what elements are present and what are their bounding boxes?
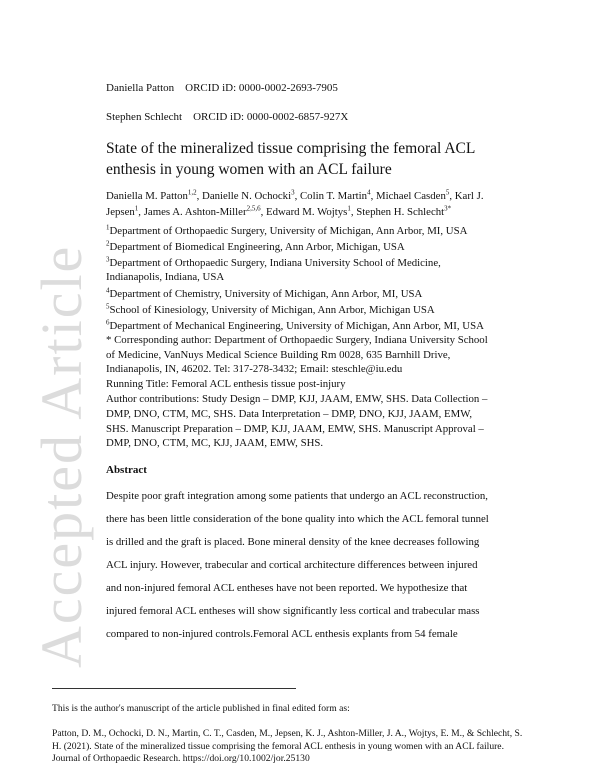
author-name: Karl J. [454,190,484,202]
orcid-line-schlecht [106,111,348,123]
orcid-id[interactable]: ORCID iD: 0000-0002-6857-927X [193,111,349,123]
authors-line-1: Daniella M. Patton$^{1,2}$, Danielle N. Ochocki$^3$, Colin T. Martin$^4$, Michael Casden$^5$, Karl J. [106,188,484,202]
author-name: Stephen H. Schlecht [356,206,445,218]
corresponding-author [106,333,488,377]
author-name: Jepsen [106,206,135,218]
authors-line-2: Jepsen$^1$, James A. Ashton-Miller$^{2,5,6}$, Edward M. Wojtys$^1$, Stephen H. Schlecht$^{3*}$ [106,204,452,218]
orcid-line-patton [106,82,338,94]
abstract-line: there has been little consideration of the bone quality into which the ACL femoral tunnel [106,513,489,525]
orcid-id[interactable]: ORCID iD: 0000-0002-2693-7905 [185,82,338,94]
affiliation-text: School of Kinesiology, University of Michigan, Ann Arbor, Michigan USA [109,304,435,316]
affiliation-num: 6 [106,318,110,327]
author-name: Danielle N. Ochocki [202,190,292,202]
affiliation-num: 5 [106,302,110,311]
affiliation-num: 1 [106,223,110,232]
affiliation-num: 3 [106,255,110,264]
abstract-line: Despite poor graft integration among some patients that undergo an ACL reconstruction, [106,490,488,502]
affiliation-num: 2 [106,239,110,248]
affiliation-6 [106,319,484,333]
author-affil-sup: 3 [291,188,295,197]
orcid-name: Daniella Patton [106,82,175,94]
abstract-line: ACL injury. However, trabecular and cortical architecture differences between injured [106,559,478,571]
affiliation-text-cont: Indianapolis, Indiana, USA [106,271,225,283]
affiliation-text: Department of Chemistry, University of Michigan, Ann Arbor, MI, USA [109,288,423,300]
affiliation-text: Department of Mechanical Engineering, University of Michigan, Ann Arbor, MI, USA [109,320,484,332]
author-affil-sup: 1 [134,204,139,213]
affiliation-2 [106,240,405,254]
abstract-line: compared to non-injured controls.Femoral ACL enthesis explants from 54 female [106,628,458,640]
contribution-line: Author contributions: Study Design – DMP, KJJ, JAAM, EMW, SHS. Data Collection – [106,393,488,405]
author-name: Michael Casden [375,190,446,202]
citation-line: H. (2021). State of the mineralized tissue comprising the femoral ACL enthesis in young women with an ACL failure. [52,740,504,752]
abstract-heading: Abstract [106,464,147,476]
author-contributions [106,392,487,451]
affiliation-4 [106,287,422,301]
citation-line-doi[interactable]: Journal of Orthopaedic Research. https://doi.org/10.1002/jor.25130 [52,753,310,764]
affiliation-1 [106,224,467,238]
abstract-line: is drilled and the graft is placed. Bone mineral density of the knee decreases following [106,536,480,548]
author-name: James A. Ashton-Miller [143,206,247,218]
paper-title: State of the mineralized tissue comprising the femoral ACL enthesis in young women with an ACL failure [106,140,475,178]
abstract-line: and non-injured femoral ACL entheses have not been reported. We hypothesize that [106,582,468,594]
author-affil-sup: 1 [347,204,351,213]
author-name: Colin T. Martin [299,190,368,202]
corresponding-line: * Corresponding author: Department of Orthopaedic Surgery, Indiana University School [106,334,488,346]
affiliation-5 [106,303,435,317]
footer-note: This is the author's manuscript of the article published in final edited form as: [52,703,350,714]
contribution-line: SHS. Manuscript Preparation – DMP, KJJ, JAAM, EMW, SHS. Manuscript Approval – [106,422,484,435]
author-affil-sup: 5 [445,188,450,197]
affiliation-num: 4 [106,286,110,295]
footer-citation [52,728,522,766]
abstract-line: injured femoral ACL entheses will show significantly less cortical and trabecular mass [106,605,480,617]
running-title: Running Title: Femoral ACL enthesis tissue post-injury [106,378,346,390]
contribution-line: DMP, DNO, CTM, MC, SHS. Data Interpretation – DMP, DNO, KJJ, JAAM, EMW, [106,407,473,420]
contribution-line: DMP, DNO, CTM, MC, KJJ, JAAM, EMW, SHS. [106,437,324,450]
orcid-name: Stephen Schlecht [106,111,183,123]
author-name: Daniella M. Patton [106,190,188,202]
citation-line: Patton, D. M., Ochocki, D. N., Martin, C. T., Casden, M., Jepsen, K. J., Ashton-Miller, J. A., Wojtys, E. M., & Schlecht, S. [52,728,523,739]
affiliation-text: Department of Orthopaedic Surgery, University of Michigan, Ann Arbor, MI, USA [109,225,468,237]
affiliation-text: Department of Biomedical Engineering, Ann Arbor, Michigan, USA [109,241,405,253]
author-affil-sup: 1,2 [187,188,197,197]
author-affil-sup: 2,5,6 [246,204,261,213]
footnote-rule [52,688,296,689]
author-name: Edward M. Wojtys [265,206,348,218]
affiliation-3 [106,256,441,284]
corresponding-line: of Medicine, VanNuys Medical Science Building Rm 0028, 635 Barnhill Drive, [106,348,451,361]
author-affil-sup: 4 [367,188,371,197]
affiliation-text: Department of Orthopaedic Surgery, Indiana University School of Medicine, [109,257,441,269]
author-affil-sup: 3* [444,204,452,213]
corresponding-line: Indianapolis, IN, 46202. Tel: 317-278-3432; Email: steschle@iu.edu [106,363,403,375]
accepted-article-watermark: Accepted Article [29,244,94,668]
